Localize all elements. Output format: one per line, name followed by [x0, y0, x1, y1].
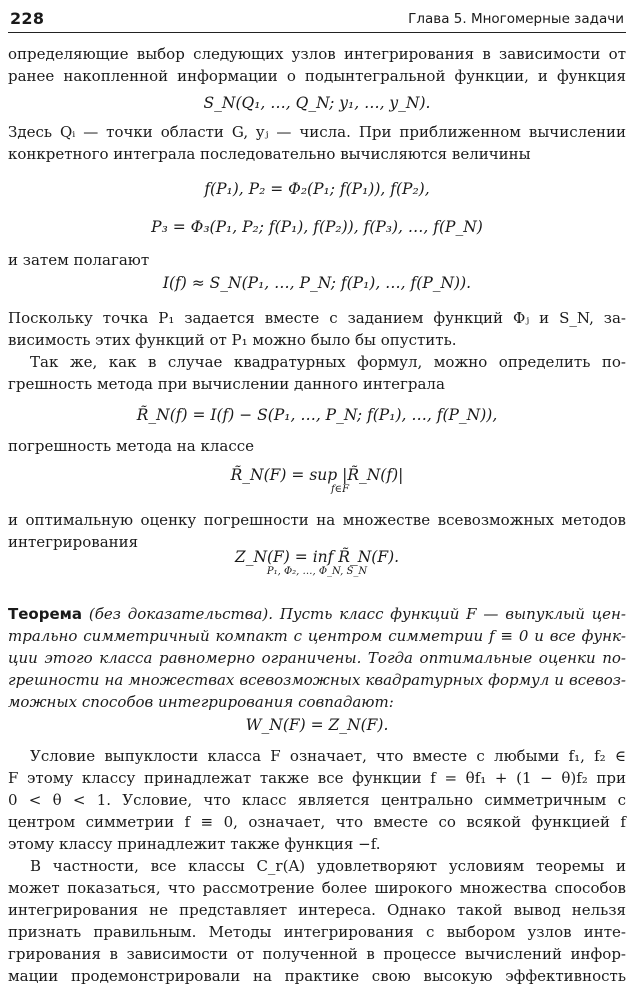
- text-line: ранее накопленной информации о подынтегральной функции, и функция: [8, 67, 626, 85]
- text-line: висимость этих функций от P₁ можно было бы опустить.: [8, 331, 457, 349]
- book-page: [8, 6, 627, 985]
- formula-equal: W_N(F) = Z_N(F).: [245, 716, 389, 734]
- text-line: этому классу принадлежит также функция −f.: [8, 835, 381, 853]
- chapter-title: Глава 5. Многомерные задачи: [408, 11, 624, 27]
- formula-sup-subscript: f∈F: [330, 484, 350, 495]
- theorem-line-1: [8, 604, 626, 624]
- page-number: 228: [10, 9, 45, 28]
- text-line: F этому классу принадлежат также все функции f = θf₁ + (1 − θ)f₂ при: [8, 769, 626, 787]
- theorem-text: (без доказательства). Пусть класс функций F — выпуклый цен-: [88, 605, 627, 623]
- page-header: [8, 6, 626, 33]
- theorem-line: ции этого класса равномерно ограничены. Тогда оптимальные оценки по-: [8, 649, 626, 667]
- formula-sequence-1: f(P₁), P₂ = Φ₂(P₁; f(P₁)), f(P₂),: [204, 180, 430, 198]
- text-line: и затем полагают: [8, 251, 150, 269]
- text-line: и оптимальную оценку погрешности на множестве всевозможных методов: [8, 511, 626, 529]
- formula-sup: [8, 464, 626, 486]
- text-line: мации продемонстрировали на практике свою высокую эффективность: [8, 967, 626, 985]
- text-line: 0 < θ < 1. Условие, что класс является центрально симметричным с: [8, 791, 626, 809]
- formula-approx: I(f) ≈ S_N(P₁, …, P_N; f(P₁), …, f(P_N)).: [162, 274, 472, 292]
- text-line: Так же, как в случае квадратурных формул, можно определить по-: [30, 353, 626, 371]
- text-line: Условие выпуклости класса F означает, что вместе с любыми f₁, f₂ ∈: [30, 747, 626, 765]
- text-line: интегрирования не представляет интереса. Однако такой вывод нельзя: [8, 901, 626, 919]
- formula-inf-subscript: P₁, Φ₂, …, Φ_N, S_N: [266, 566, 368, 577]
- formula-sn: S_N(Q₁, …, Q_N; y₁, …, y_N).: [203, 94, 431, 112]
- text-line: конкретного интеграла последовательно вычисляются величины: [8, 145, 531, 163]
- formula-inf: Z_N(F) = inf R̃_N(F).: [234, 548, 400, 566]
- formula-sup-main: R̃_N(F) = sup |R̃_N(f)|: [230, 466, 404, 484]
- formula-error: R̃_N(f) = I(f) − S(P₁, …, P_N; f(P₁), …, f(P_N)),: [136, 406, 498, 424]
- formula-sequence-2: P₃ = Φ₃(P₁, P₂; f(P₁), f(P₂)), f(P₃), …, f(P_N): [151, 218, 483, 236]
- theorem-line: можных способов интегрирования совпадают:: [8, 693, 394, 711]
- text-line: грешность метода при вычислении данного интеграла: [8, 375, 445, 393]
- text-line: может показаться, что рассмотрение более широкого множества способов: [8, 879, 626, 897]
- text-line: Поскольку точка P₁ задается вместе с заданием функций Φⱼ и S_N, за-: [8, 309, 626, 327]
- text-line: грирования в зависимости от полученной в процессе вычислений инфор-: [8, 945, 626, 963]
- theorem-line: трально симметричный компакт с центром симметрии f ≡ 0 и все функ-: [8, 627, 626, 645]
- text-line: интегрирования: [8, 533, 139, 551]
- text-line: погрешность метода на классе: [8, 437, 255, 455]
- text-line: определяющие выбор следующих узлов интегрирования в зависимости от: [8, 45, 626, 63]
- text-line: признать правильным. Методы интегрирования с выбором узлов инте-: [8, 923, 626, 941]
- text-line: Здесь Qᵢ — точки области G, yⱼ — числа. При приближенном вычислении: [8, 123, 626, 141]
- theorem-label: Теорема: [8, 605, 83, 623]
- text-line: В частности, все классы C_r(A) удовлетворяют условиям теоремы и: [30, 857, 626, 875]
- text-line: центром симметрии f ≡ 0, означает, что вместе со всякой функцией f: [8, 813, 626, 831]
- theorem-line: грешности на множествах всевозможных квадратурных формул и всевоз-: [8, 671, 626, 689]
